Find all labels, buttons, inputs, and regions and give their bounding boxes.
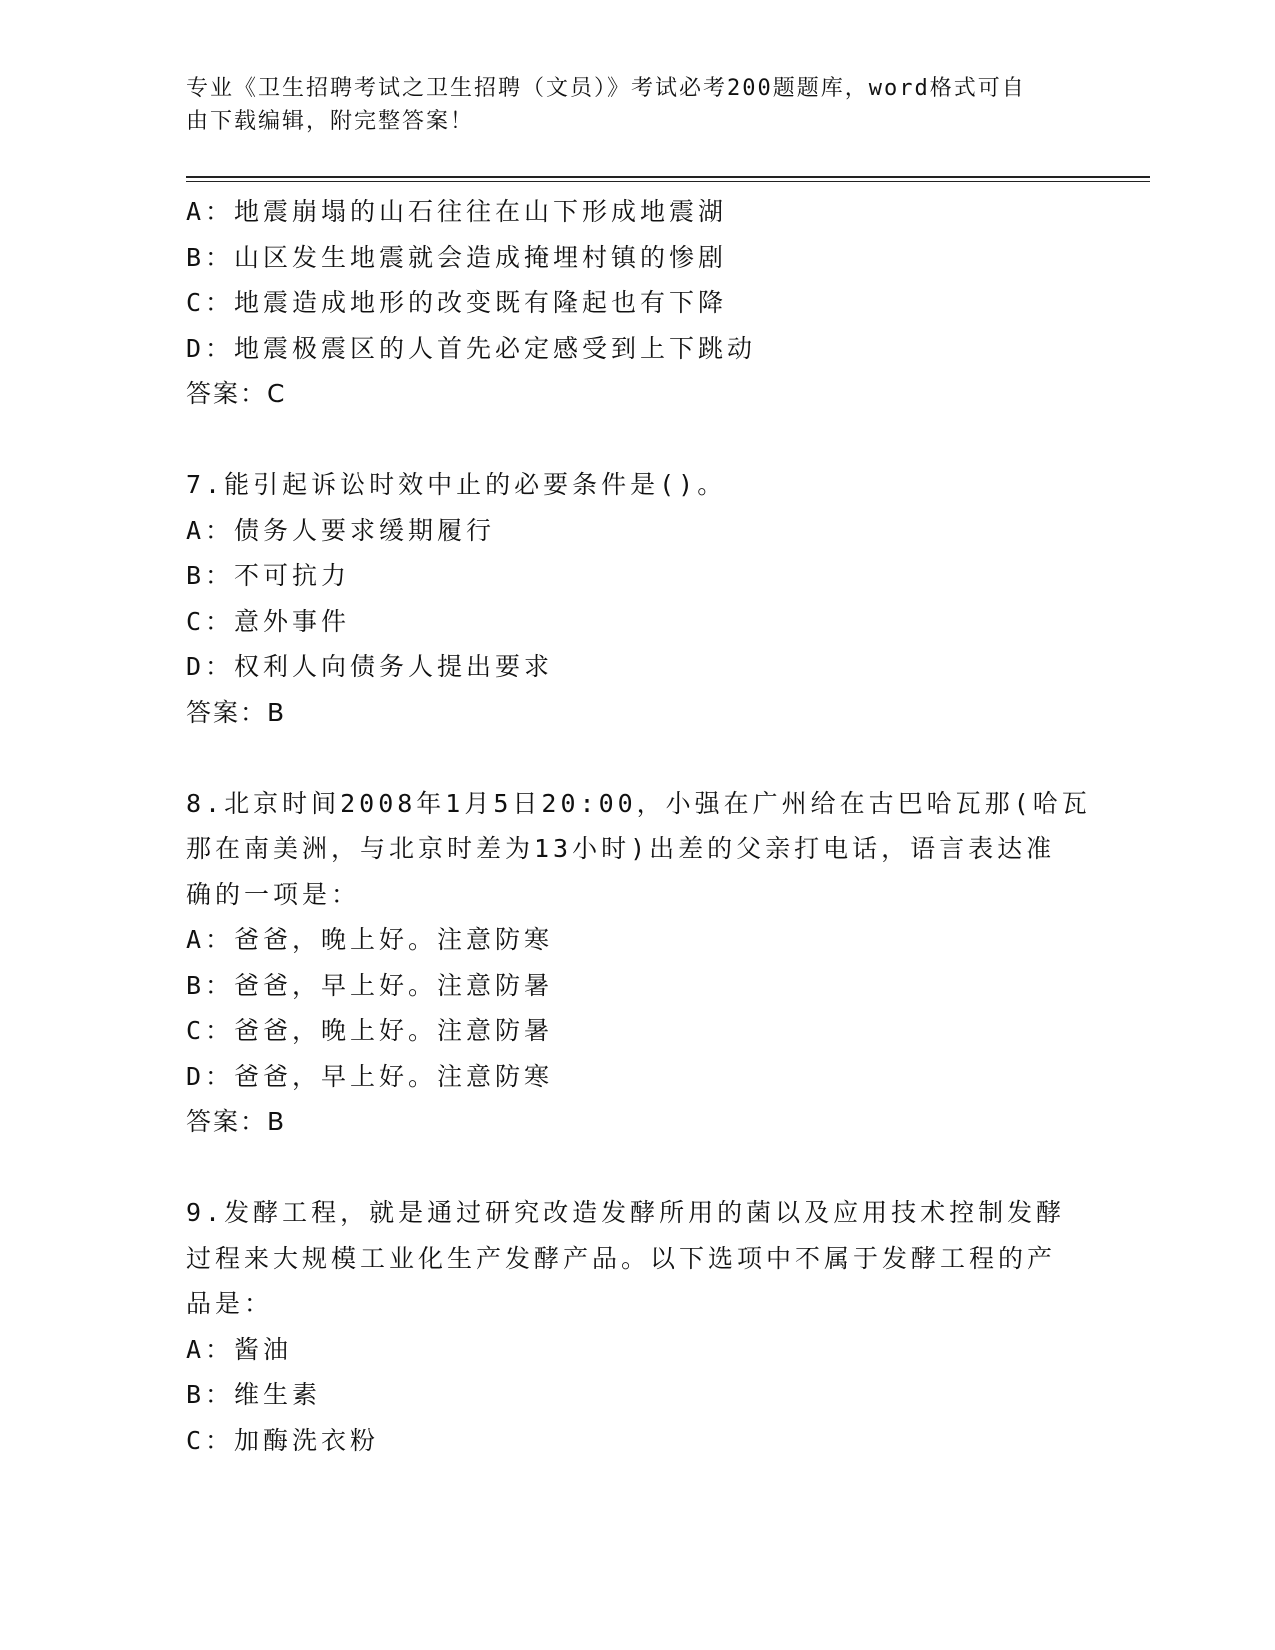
option-a: A：债务人要求缓期履行 — [186, 515, 496, 545]
spacer — [186, 1145, 1086, 1191]
spacer — [186, 735, 1086, 781]
option-d: D：爸爸，早上好。注意防寒 — [186, 1061, 554, 1091]
option-b: B：不可抗力 — [186, 561, 351, 590]
header-divider-thin — [186, 181, 1150, 182]
option-c: C：意外事件 — [186, 606, 351, 636]
question-stem-line-3: 确的一项是： — [186, 879, 361, 909]
header-line-1: 专业《卫生招聘考试之卫生招聘（文员）》考试必考200题题库，word格式可自 — [186, 76, 1026, 101]
question-7 — [186, 462, 1086, 735]
document-header — [186, 72, 1066, 138]
option-d: D：地震极震区的人首先必定感受到上下跳动 — [186, 333, 757, 363]
option-b: B：爸爸，早上好。注意防暑 — [186, 970, 554, 1000]
option-c: C：爸爸，晚上好。注意防暑 — [186, 1016, 554, 1045]
question-8 — [186, 781, 1091, 1145]
option-c: C：地震造成地形的改变既有隆起也有下降 — [186, 288, 728, 317]
question-stem-line-1: 9.发酵工程，就是通过研究改造发酵所用的菌以及应用技术控制发酵 — [186, 1198, 1066, 1227]
header-line-2: 由下载编辑，附完整答案！ — [186, 109, 475, 134]
answer-line: 答案：B — [186, 1107, 287, 1136]
question-stem-line-2: 那在南美洲，与北京时差为13小时)出差的父亲打电话，语言表达准 — [186, 834, 1056, 863]
question-9 — [186, 1190, 1086, 1463]
question-stem-line-3: 品是： — [186, 1289, 274, 1318]
option-a: A：酱油 — [186, 1334, 293, 1364]
question-stem-line-2: 过程来大规模工业化生产发酵产品。以下选项中不属于发酵工程的产 — [186, 1243, 1057, 1273]
answer-line: 答案：C — [186, 379, 287, 408]
option-b: B：山区发生地震就会造成掩埋村镇的惨剧 — [186, 242, 728, 272]
option-b: B：维生素 — [186, 1380, 322, 1409]
option-c: C：加酶洗衣粉 — [186, 1425, 380, 1455]
question-stem: 7.能引起诉讼时效中止的必要条件是()。 — [186, 470, 727, 499]
option-a: A：爸爸，晚上好。注意防寒 — [186, 925, 554, 954]
answer-line: 答案：B — [186, 697, 287, 727]
option-a: A：地震崩塌的山石往往在山下形成地震湖 — [186, 197, 728, 226]
header-divider-thick — [186, 176, 1150, 178]
spacer — [186, 417, 1086, 463]
question-list — [186, 189, 1091, 1463]
question-stem-line-1: 8.北京时间2008年1月5日20:00，小强在广州给在古巴哈瓦那(哈瓦 — [186, 788, 1091, 818]
option-d: D：权利人向债务人提出要求 — [186, 652, 554, 681]
question-6 — [186, 189, 1086, 417]
